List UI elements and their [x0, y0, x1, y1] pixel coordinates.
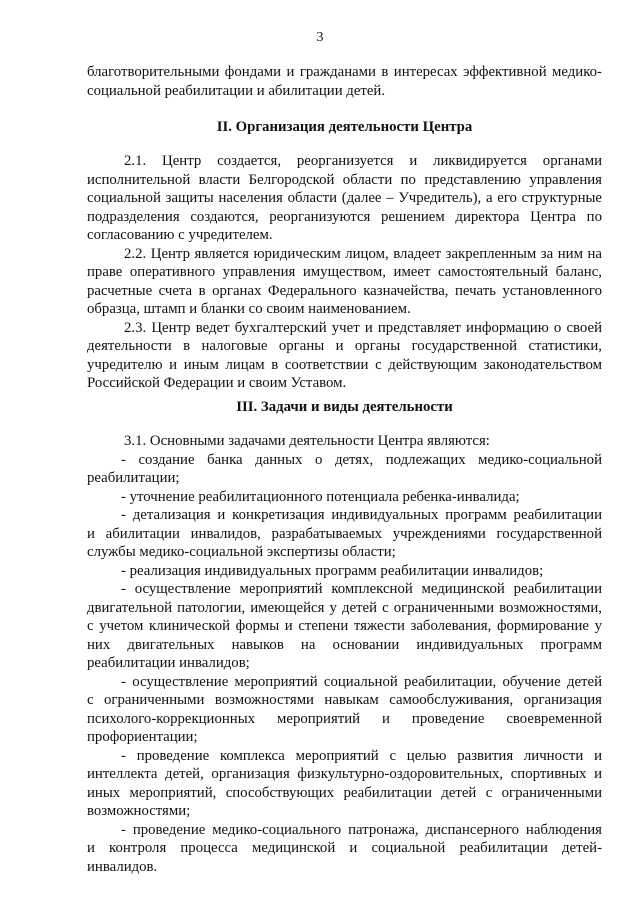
- text-line: и контроля процесса медицинской и социальной реабилитации детей-: [87, 840, 602, 856]
- text-line: инвалидов.: [87, 858, 158, 875]
- text-line: профориентации;: [87, 729, 198, 745]
- section-3-body: [87, 432, 602, 876]
- text-line: реабилитации;: [87, 470, 180, 486]
- section-2-title: II. Организация деятельности Центра: [216, 119, 473, 135]
- text-line: - осуществление мероприятий комплексной медицинской реабилитации: [121, 581, 602, 597]
- intro-paragraph: [87, 63, 602, 100]
- paragraph-2-3: [87, 319, 602, 393]
- text-line: 2.3. Центр ведет бухгалтерский учет и представляет информацию о своей: [124, 319, 602, 336]
- text-line: расчетные счета в органах Федерального казначейства, печать установленного: [87, 282, 602, 299]
- text-line: иных мероприятий, способствующих реабилитации детей с ограниченными: [87, 784, 602, 801]
- text-line: учредителю и иным лицам в соответствии с действующим законодательством: [87, 356, 602, 373]
- text-line: службы медико-социальной экспертизы области;: [87, 544, 396, 560]
- text-line: благотворительными фондами и гражданами в интересах эффективной медико-: [87, 64, 602, 80]
- text-line: - осуществление мероприятий социальной реабилитации, обучение детей: [121, 673, 602, 690]
- text-line: 3.1. Основными задачами деятельности Центра являются:: [124, 433, 490, 449]
- list-item: [87, 506, 602, 562]
- section-3-title: III. Задачи и виды деятельности: [236, 399, 453, 415]
- list-item: [87, 821, 602, 877]
- list-item: [87, 673, 602, 747]
- text-line: социальной реабилитации и абилитации детей.: [87, 82, 386, 99]
- list-item: [87, 451, 602, 488]
- text-line: 2.2. Центр является юридическим лицом, владеет закрепленным за ним на: [124, 245, 602, 262]
- text-line: возможностями;: [87, 803, 191, 819]
- text-line: праве оперативного управления имуществом, имеет самостоятельный баланс,: [87, 264, 602, 280]
- list-item: [87, 580, 602, 673]
- text-line: с ограниченными возможностями навыкам самообслуживания, организация: [87, 692, 602, 708]
- text-line: интеллекта детей, организация физкультурно-оздоровительных, спортивных и: [87, 766, 602, 782]
- text-line: подразделения создаются, реорганизуются решением директора Центра по: [87, 208, 602, 225]
- text-line: - детализация и конкретизация индивидуальных программ реабилитации: [121, 507, 602, 523]
- text-line: социальной защиты населения области (далее – Учредитель), а его структурные: [87, 190, 602, 206]
- text-line: - уточнение реабилитационного потенциала ребенка-инвалида;: [121, 488, 520, 505]
- text-line: - проведение комплекса мероприятий с целью развития личности и: [121, 747, 602, 764]
- text-line: - создание банка данных о детях, подлежащих медико-социальной: [121, 451, 602, 468]
- list-item: [87, 488, 602, 507]
- text-line: 2.1. Центр создается, реорганизуется и ликвидируется органами: [124, 153, 602, 169]
- text-line: деятельности в налоговые органы и органы государственной статистики,: [87, 338, 602, 354]
- text-line: Российской Федерации и своим Уставом.: [87, 375, 347, 391]
- text-line: с учетом клинической формы и степени тяжести заболевания, формирование у: [87, 618, 602, 634]
- text-line: - реализация индивидуальных программ реабилитации инвалидов;: [121, 562, 544, 579]
- text-line: образца, штамп и бланки со своим наименованием.: [87, 301, 411, 317]
- paragraph-2-1: [87, 152, 602, 245]
- paragraph-2-2: [87, 245, 602, 319]
- list-item: [87, 747, 602, 821]
- text-line: и абилитации инвалидов, разрабатываемых учреждениями государственной: [87, 525, 602, 542]
- text-line: - проведение медико-социального патронажа, диспансерного наблюдения: [121, 821, 602, 838]
- page-number: 3: [316, 30, 324, 45]
- list-item: [87, 562, 602, 581]
- text-line: психолого-коррекционных мероприятий и проведение своевременной: [87, 710, 602, 727]
- text-line: двигательной патологии, имеющейся у детей с ограниченными возможностями,: [87, 599, 602, 616]
- text-line: согласованию с учредителем.: [87, 227, 273, 243]
- text-line: исполнительной власти Белгородской области по представлению управления: [87, 171, 602, 188]
- text-line: реабилитации инвалидов;: [87, 655, 250, 671]
- text-line: них двигательных навыков на основании индивидуальных программ: [87, 636, 602, 653]
